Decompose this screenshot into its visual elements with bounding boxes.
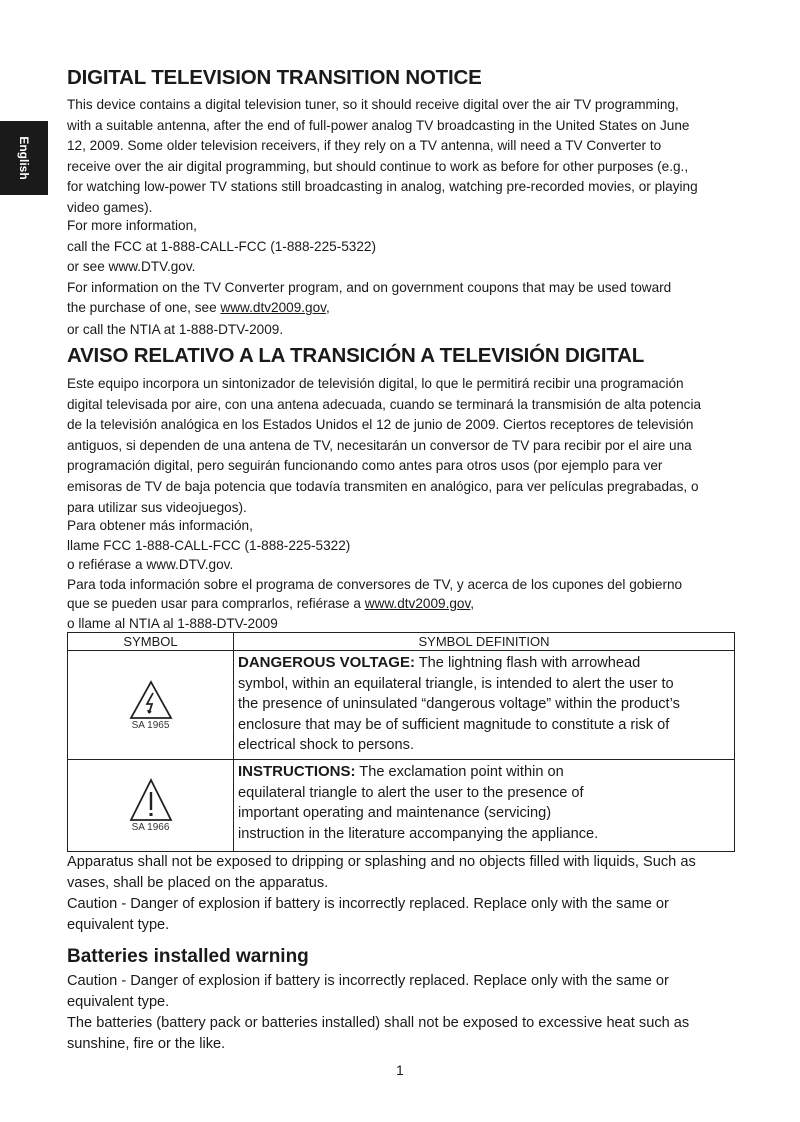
line: equivalent type.: [67, 994, 170, 1010]
batteries-title: Batteries installed warning: [67, 946, 309, 967]
line: equivalent type.: [67, 917, 170, 933]
line: o refiérase a www.DTV.gov.: [67, 557, 234, 572]
line: vases, shall be placed on the apparatus.: [67, 875, 329, 891]
definition-cell: [234, 651, 735, 760]
lightning-warning-icon: [129, 680, 173, 720]
text: ,: [470, 596, 475, 611]
page-number: 1: [396, 1062, 404, 1078]
line: instruction in the literature accompanying the appliance.: [238, 825, 599, 842]
line: para utilizar sus videojuegos).: [67, 499, 247, 515]
en-info: [67, 216, 671, 341]
line: sunshine, fire or the like.: [67, 1036, 226, 1052]
line: de la televisión analógica en los Estados Unidos el 12 de junio de 2009. Ciertos receptores de televisión: [67, 417, 694, 433]
line: [67, 594, 682, 614]
line: The exclamation point within on: [355, 764, 564, 780]
line: Para toda información sobre el programa de conversores de TV, y acerca de los cupones del gobierno: [67, 576, 683, 592]
term: DANGEROUS VOLTAGE:: [238, 654, 415, 671]
header-symbol: SYMBOL: [68, 633, 234, 651]
line: digital televisada por aire, con una antena adecuada, cuando se terminará la transmisión de alta potencia: [67, 396, 702, 412]
apparatus-warning: [67, 852, 696, 936]
en-paragraph: [67, 95, 698, 219]
line: or call the NTIA at 1-888-DTV-2009.: [67, 321, 284, 337]
line: receive over the air digital programming, but should continue to work as before for other purposes (e.g.,: [67, 158, 689, 174]
line: Caution - Danger of explosion if battery is incorrectly replaced. Replace only with the same or: [67, 973, 669, 989]
symbol-table: [67, 632, 735, 852]
es-info: [67, 516, 682, 633]
line: Caution - Danger of explosion if battery is incorrectly replaced. Replace only with the same or: [67, 896, 669, 912]
text: the purchase of one, see: [67, 300, 221, 316]
symbol-cell: [68, 760, 234, 852]
term: INSTRUCTIONS:: [238, 763, 356, 780]
line: o llame al NTIA al 1-888-DTV-2009: [67, 615, 278, 631]
line: antiguos, si dependen de una antena de TV, necesitarán un conversor de TV para recibir por el aire una: [67, 437, 692, 453]
line: Apparatus shall not be exposed to dripping or splashing and no objects filled with liquids, Such as: [67, 854, 696, 870]
es-title: AVISO RELATIVO A LA TRANSICIÓN A TELEVISIÓN DIGITAL: [67, 344, 645, 367]
line: llame FCC 1-888-CALL-FCC (1-888-225-5322): [67, 537, 351, 553]
line: for watching low-power TV stations still broadcasting in analog, watching pre-recorded movies, or playing: [67, 179, 698, 195]
line: programación digital, pero seguirán funcionando como antes para otros usos (por ejemplo para ver: [67, 458, 663, 474]
line: Este equipo incorpora un sintonizador de televisión digital, lo que le permitirá recibir una programación: [67, 376, 684, 391]
line: enclosure that may be of sufficient magnitude to constitute a risk of: [238, 716, 670, 733]
table-row: [68, 760, 735, 852]
line: video games).: [67, 199, 153, 215]
line: For information on the TV Converter program, and on government coupons that may be used toward: [67, 279, 672, 295]
dtv2009-link-es[interactable]: www.dtv2009.gov: [364, 596, 471, 611]
es-paragraph: [67, 374, 701, 518]
line: with a suitable antenna, after the end of full-power analog TV broadcasting in the United States on June: [67, 117, 690, 133]
definition-cell: [234, 760, 735, 852]
line: the presence of uninsulated “dangerous voltage” within the product’s: [238, 696, 680, 712]
dtv2009-link[interactable]: www.dtv2009.gov: [220, 300, 326, 316]
line: symbol, within an equilateral triangle, is intended to alert the user to: [238, 675, 674, 692]
line: This device contains a digital television tuner, so it should receive digital over the air TV programming,: [67, 97, 679, 112]
line: or see www.DTV.gov.: [67, 259, 196, 275]
line: 12, 2009. Some older television receivers, if they rely on a TV antenna, will need a TV Converter to: [67, 138, 662, 154]
symbol-code: SA 1965: [131, 719, 170, 731]
text: que se pueden usar para comprarlos, refiérase a: [67, 596, 365, 611]
header-definition: SYMBOL DEFINITION: [234, 633, 735, 651]
line: For more information,: [67, 218, 197, 233]
line: [67, 298, 671, 319]
line: Para obtener más información,: [67, 518, 253, 533]
line: electrical shock to persons.: [238, 737, 415, 753]
line: equilateral triangle to alert the user to the presence of: [238, 784, 584, 801]
line: emisoras de TV de baja potencia que todavía transmiten en analógico, para ver películas pregrabadas, o: [67, 478, 699, 494]
line: important operating and maintenance (servicing): [238, 805, 552, 821]
table-row: [68, 651, 735, 760]
en-title: DIGITAL TELEVISION TRANSITION NOTICE: [67, 66, 482, 89]
line: call the FCC at 1-888-CALL-FCC (1-888-225-5322): [67, 238, 377, 254]
language-tab: [0, 121, 48, 195]
language-tab-label: English: [17, 136, 31, 180]
line: The batteries (battery pack or batteries installed) shall not be exposed to excessive heat such as: [67, 1015, 690, 1031]
text: ,: [325, 300, 330, 316]
table-header: [68, 633, 735, 651]
symbol-cell: [68, 651, 234, 760]
batteries-warning: [67, 971, 689, 1055]
line: The lightning flash with arrowhead: [414, 655, 641, 671]
exclamation-warning-icon: [129, 778, 173, 822]
symbol-code: SA 1966: [131, 822, 170, 833]
